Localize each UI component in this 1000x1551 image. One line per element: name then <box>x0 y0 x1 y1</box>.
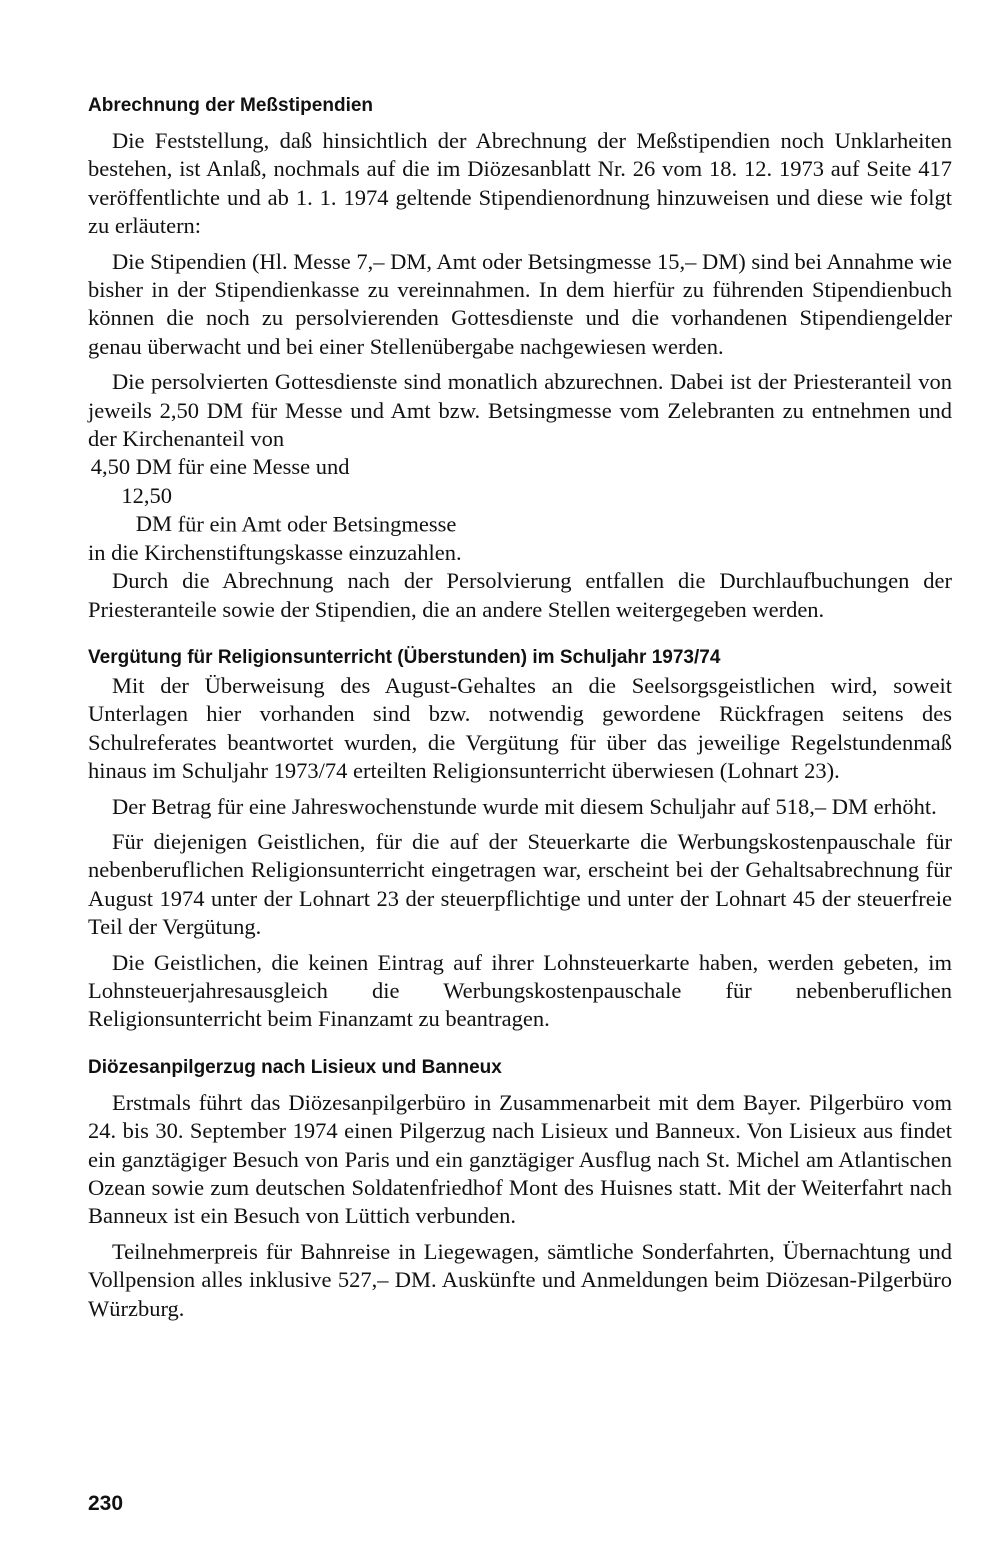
paragraph: Die Stipendien (Hl. Messe 7,– DM, Amt oder Betsingmesse 15,– DM) sind bei Annahme wie bisher in der Stipendienkasse zu vereinnahmen. In dem hierfür zu führenden Stipendienbuch können die noch zu persolvierenden Gottesdienste und die vorhandenen Stipendiengelder genau überwacht und bei einer Stellenübergabe nachgewiesen werden. <box>88 248 952 359</box>
paragraph: Der Betrag für eine Jahreswochenstunde wurde mit diesem Schuljahr auf 518,– DM erhöht. <box>112 793 937 819</box>
section-heading-religionsunterricht: Vergütung für Religionsunterricht (Überstunden) im Schuljahr 1973/74 <box>88 646 721 668</box>
amount-value: 4,50 DM <box>90 454 172 480</box>
paragraph: Für diejenigen Geistlichen, für die auf der Steuerkarte die Werbungskostenpauschale für nebenberuflichen Religionsunterricht eingetragen war, erscheint bei der Gehaltsabrechnung für August 1974 unter der Lohnart 23 der steuerpflichtige und unter der Lohnart 45 der steuerfreie Teil der Vergütung. <box>88 828 952 940</box>
paragraph: Die Geistlichen, die keinen Eintrag auf ihrer Lohnsteuerkarte haben, werden gebeten, im Lohnsteuerjahresausgleich die Werbungskostenpauschale für nebenberuflichen Religionsunterricht beim Finanzamt zu beantragen. <box>88 949 952 1032</box>
paragraph: Teilnehmerpreis für Bahnreise in Liegewagen, sämtliche Sonderfahrten, Übernachtung und Vollpension alles inklusive 527,– DM. Auskünfte und Anmeldungen beim Diözesan-Pilgerbüro Würzburg. <box>88 1238 952 1321</box>
document-page <box>88 92 952 1323</box>
section-heading-pilgerzug: Diözesanpilgerzug nach Lisieux und Banneux <box>88 1056 502 1078</box>
amount-line <box>88 482 952 539</box>
paragraph: Die persolvierten Gottesdienste sind monatlich abzurechnen. Dabei ist der Priesteranteil von jeweils 2,50 DM für Messe und Amt bzw. Betsingmesse vom Zelebranten zu entnehmen und der Kirchenanteil von <box>88 369 952 452</box>
amount-line <box>88 453 952 481</box>
amount-value: 12,50 DM <box>121 482 172 537</box>
paragraph-continuation: in die Kirchenstiftungskasse einzuzahlen. <box>88 539 462 565</box>
paragraph: Durch die Abrechnung nach der Persolvierung entfallen die Durchlaufbuchungen der Priesteranteile sowie der Stipendien, die an andere Stellen weitergegeben werden. <box>88 568 952 622</box>
amount-list <box>88 453 952 538</box>
amount-description: für eine Messe und <box>177 454 350 480</box>
page-number: 230 <box>88 1492 124 1515</box>
amount-description: für ein Amt oder Betsingmesse <box>177 511 457 537</box>
section-heading-mess-stipendien: Abrechnung der Meßstipendien <box>88 95 374 116</box>
paragraph: Mit der Überweisung des August-Gehaltes an die Seelsorgsgeistlichen wird, soweit Unterlagen hier vorhanden sind bzw. notwendig gewordene Rückfragen seitens des Schulreferates beantwortet wurden, die Vergütung für über das jeweilige Regelstundenmaß hinaus im Schuljahr 1973/74 erteilten Religionsunterricht überwiesen (Lohnart 23). <box>88 672 952 784</box>
paragraph: Die Feststellung, daß hinsichtlich der Abrechnung der Meßstipendien noch Unklarheiten bestehen, ist Anlaß, nochmals auf die im Diözesanblatt Nr. 26 vom 18. 12. 1973 auf Seite 417 veröffentlichte und ab 1. 1. 1974 geltende Stipendienordnung hinzuweisen und diese wie folgt zu erläutern: <box>88 128 952 239</box>
paragraph: Erstmals führt das Diözesanpilgerbüro in Zusammenarbeit mit dem Bayer. Pilgerbüro vom 24. bis 30. September 1974 einen Pilgerzug nach Lisieux und Banneux. Von Lisieux aus findet ein ganztägiger Besuch von Paris und ein ganztägiger Ausflug nach St. Michel am Atlantischen Ozean sowie zum deutschen Soldatenfriedhof Mont des Huisnes statt. Mit der Weiterfahrt nach Banneux ist ein Besuch von Lüttich verbunden. <box>88 1089 952 1229</box>
